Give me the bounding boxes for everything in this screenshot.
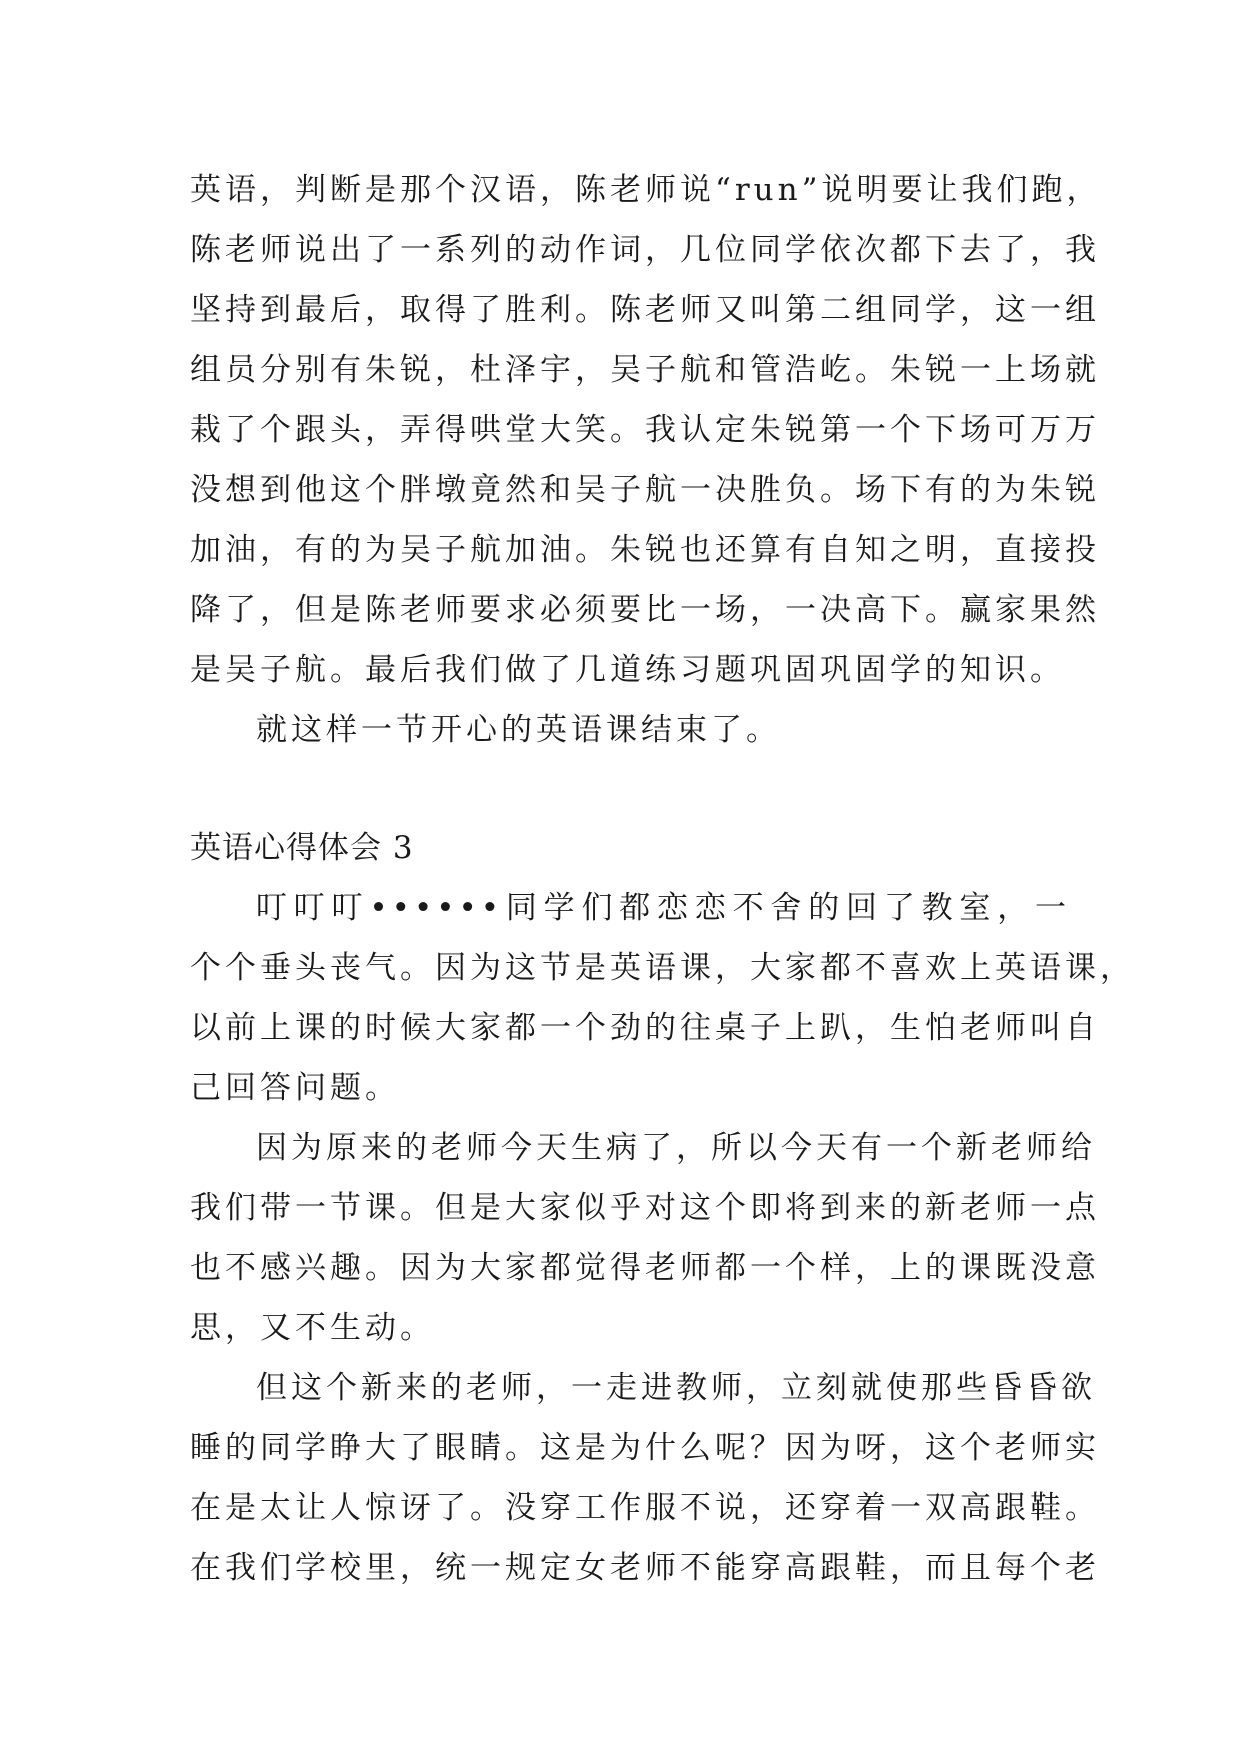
paragraph-continuation [190, 160, 1102, 700]
text-line: 没想到他这个胖墩竟然和吴子航一决胜负。场下有的为朱锐 [190, 472, 1100, 508]
text-line: 栽了个跟头，弄得哄堂大笑。我认定朱锐第一个下场可万万 [190, 412, 1100, 448]
text-line: 陈老师说出了一系列的动作词，几位同学依次都下去了，我 [190, 232, 1100, 268]
closing-line: 就这样一节开心的英语课结束了。 [256, 712, 781, 748]
text-line: 也不感兴趣。因为大家都觉得老师都一个样，上的课既没意 [190, 1250, 1100, 1286]
text-line: 个个垂头丧气。因为这节是英语课，大家都不喜欢上英语课， [190, 950, 1135, 986]
text-line: 在我们学校里，统一规定女老师不能穿高跟鞋，而且每个老 [190, 1550, 1100, 1586]
text-line: 英语，判断是那个汉语，陈老师说“run”说明要让我们跑， [190, 172, 1102, 208]
text-line: 但这个新来的老师，一走进教师，立刻就使那些昏昏欲 [256, 1370, 1096, 1406]
text-line: 因为原来的老师今天生病了，所以今天有一个新老师给 [256, 1130, 1096, 1166]
text-line: 思，又不生动。 [190, 1310, 435, 1346]
paragraph-1 [190, 878, 1135, 1118]
text-line: 坚持到最后，取得了胜利。陈老师又叫第二组同学，这一组 [190, 292, 1100, 328]
paragraph-2 [190, 1118, 1100, 1358]
text-line: 我们带一节课。但是大家似乎对这个即将到来的新老师一点 [190, 1190, 1100, 1226]
text-line: 加油，有的为吴子航加油。朱锐也还算有自知之明，直接投 [190, 532, 1100, 568]
section-heading: 英语心得体会 3 [190, 830, 414, 866]
text-line: 组员分别有朱锐，杜泽宇，吴子航和管浩屹。朱锐一上场就 [190, 352, 1100, 388]
text-line: 降了，但是陈老师要求必须要比一场，一决高下。赢家果然 [190, 592, 1100, 628]
text-line: 叮叮叮••••••同学们都恋恋不舍的回了教室，一 [256, 890, 1070, 926]
document-body [190, 160, 1135, 1598]
section-gap [190, 760, 1070, 818]
paragraph-3 [190, 1358, 1100, 1598]
text-line: 是吴子航。最后我们做了几道练习题巩固巩固学的知识。 [190, 652, 1065, 688]
text-line: 己回答问题。 [190, 1070, 400, 1106]
text-line: 睡的同学睁大了眼睛。这是为什么呢？因为呀，这个老师实 [190, 1430, 1100, 1466]
text-line: 以前上课的时候大家都一个劲的往桌子上趴，生怕老师叫自 [190, 1010, 1100, 1046]
text-line: 在是太让人惊讶了。没穿工作服不说，还穿着一双高跟鞋。 [190, 1490, 1100, 1526]
